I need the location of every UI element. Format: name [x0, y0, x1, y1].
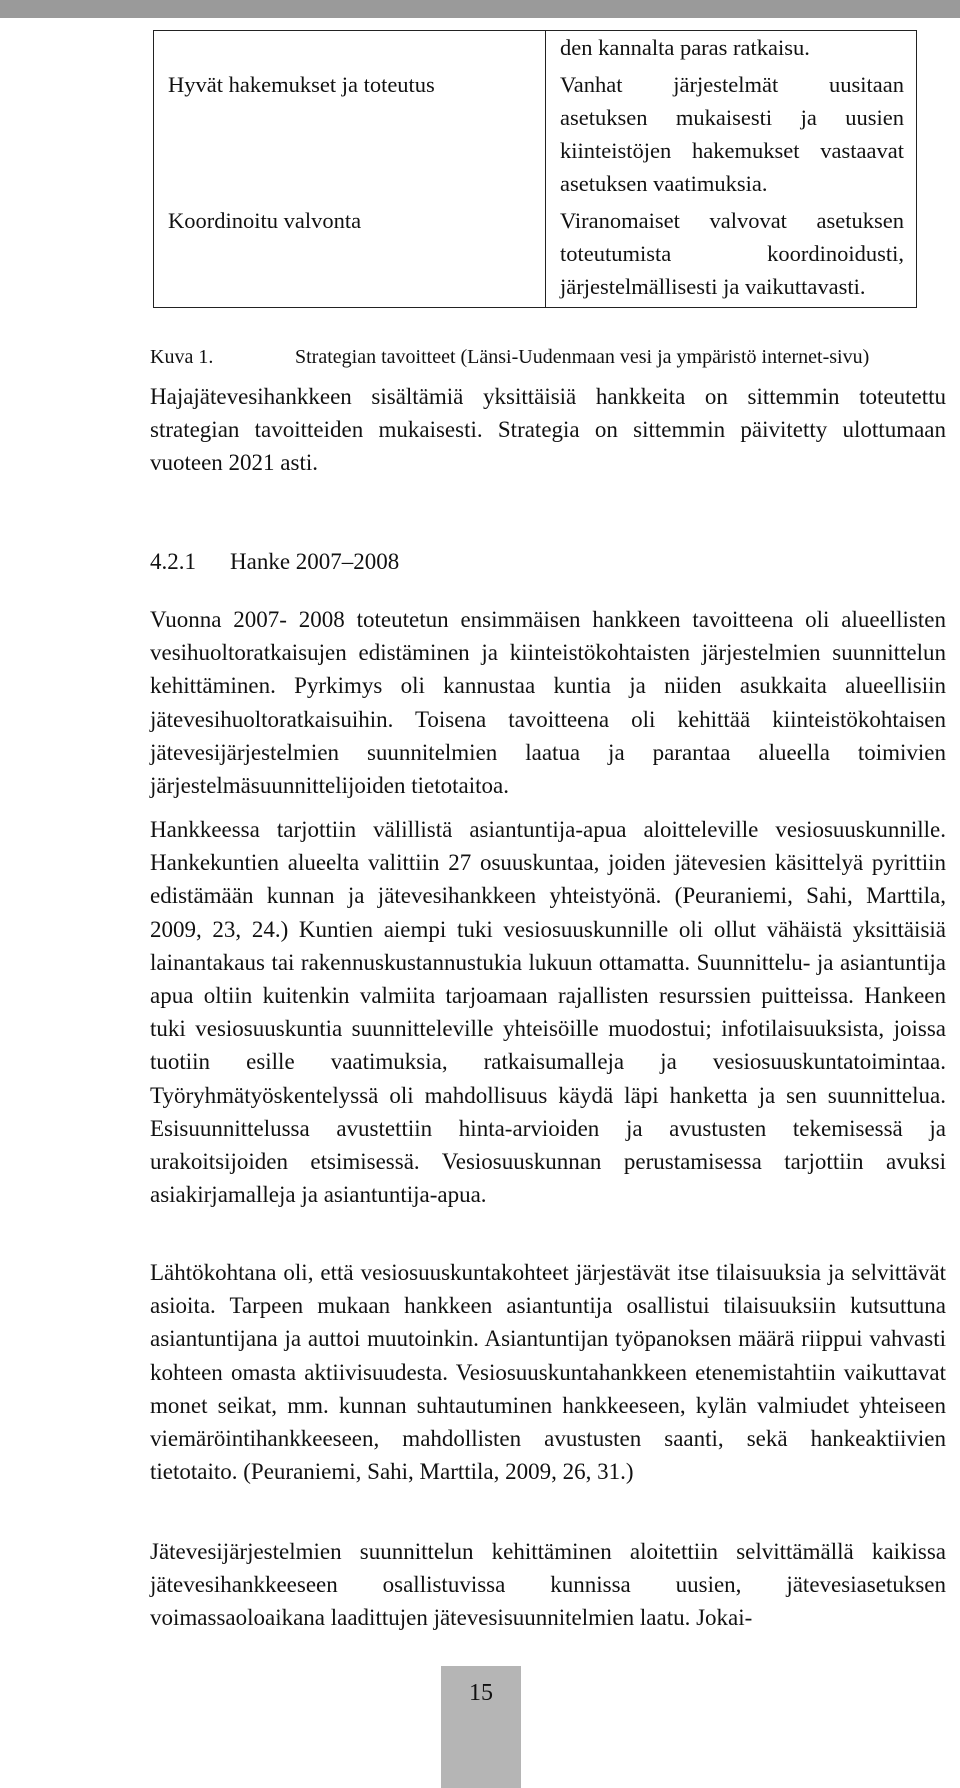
goal-name-cell: [154, 31, 546, 69]
goal-description-cell: Viranomaiset valvovat asetuksen toteutumista koordinoidusti, järjestelmällisesti ja vaikuttavasti.: [546, 204, 917, 308]
body-paragraph: Vuonna 2007- 2008 toteutetun ensimmäisen hankkeen tavoitteena oli alueellisten vesihuoltoratkaisujen edistäminen ja kiinteistökohtaisten järjestelmien suunnittelun kehittäminen. Pyrkimys oli kannustaa kuntia ja niiden asukkaita alueellisiin jätevesihuoltoratkaisuihin. Toisena tavoitteena oli kehittää kiinteistökohtaisen jätevesijärjestelmien suunnitelmien laatua ja parantaa alueella toimivien järjestelmäsuunnittelijoiden tietotaitoa.: [150, 607, 946, 799]
goal-description-cell: Vanhat järjestelmät uusitaan asetuksen mukaisesti ja uusien kiinteistöjen hakemukset vastaavat asetuksen vaatimuksia.: [546, 68, 917, 204]
figure-caption: [150, 343, 930, 371]
table-row: [154, 68, 917, 204]
body-paragraph: Lähtökohtana oli, että vesiosuuskuntakohteet järjestävät itse tilaisuuksia ja selvittävät asioita. Tarpeen mukaan hankkeen asiantuntija osallistui tilaisuuksiin kutsuttuna asiantuntijana ja auttoi muutoinkin. Asiantuntijan työpanoksen määrä riippui vahvasti kohteen omasta aktiivisuudesta. Vesiosuuskuntahankkeen etenemistahtiin vaikuttavat monet seikat, mm. kunnan suhtautuminen hankkeeseen, kylän valmiudet yhteiseen viemäröintihankkeeseen, mahdollisten avustusten saanti, sekä hankeaktiivien tietotaito. (Peuraniemi, Sahi, Marttila, 2009, 26, 31.): [150, 1260, 946, 1485]
page-number-box: [441, 1666, 521, 1788]
section-number: 4.2.1: [150, 549, 196, 574]
goal-name-cell: Koordinoitu valvonta: [154, 204, 546, 308]
figure-caption-text: Strategian tavoitteet (Länsi-Uudenmaan vesi ja ympäristö internet-sivu): [295, 346, 870, 368]
goal-name-cell: Hyvät hakemukset ja toteutus: [154, 68, 546, 204]
goal-description-cell: den kannalta paras ratkaisu.: [546, 31, 917, 69]
section-heading: [150, 545, 399, 578]
table-row: [154, 31, 917, 69]
body-paragraph: Jätevesijärjestelmien suunnittelun kehittäminen aloitettiin selvittämällä kaikissa jätevesihankkeeseen osallistuvissa kunnissa uusien, jätevesiasetuksen voimassaoloaikana laadittujen jätevesisuunnitelmien laatu. Jokai-: [150, 1539, 946, 1631]
strategy-goals-table: [153, 30, 917, 308]
page-number: 15: [469, 1680, 493, 1706]
figure-number: Kuva 1.: [150, 346, 214, 368]
body-paragraph: Hankkeessa tarjottiin välillistä asiantuntija-apua aloitteleville vesiosuuskunnille. Hankekuntien alueelta valittiin 27 osuuskuntaa, joiden jätevesien käsittelyä pyrittiin edistämään kunnan ja jätevesihankkeen yhteistyönä. (Peuraniemi, Sahi, Marttila, 2009, 23, 24.) Kuntien aiempi tuki vesiosuuskunnille oli ollut vähäistä yksittäisiä lainantakaus tai rakennuskustannustukia lukuun ottamatta. Suunnittelu- ja asiantuntija apua oltiin kuitenkin valmiita tarjoamaan rajallisten resurssien puitteissa. Hankeen tuki vesiosuuskuntia suunnitteleville yhteisöille muodostui; infotilaisuuksista, joissa tuotiin esille vaatimuksia, ratkaisumalleja ja vesiosuuskuntatoimintaa. Työryhmätyöskentelyssä oli mahdollisuus käydä läpi hanketta ja sen suunnittelua. Esisuunnittelussa avustettiin hinta-arvioiden ja avustusten tekemisessä ja urakoitsijoiden etsimisessä. Vesiosuuskunnan perustamisessa tarjottiin avuksi asiakirjamalleja ja asiantuntija-apua.: [150, 817, 946, 1208]
intro-paragraph: Hajajätevesihankkeen sisältämiä yksittäisiä hankkeita on sittemmin toteutettu strategian tavoitteiden mukaisesti. Strategia on sittemmin päivitetty ulottumaan vuoteen 2021 asti.: [150, 384, 946, 476]
table-row: [154, 204, 917, 308]
section-title: Hanke 2007–2008: [230, 549, 400, 574]
